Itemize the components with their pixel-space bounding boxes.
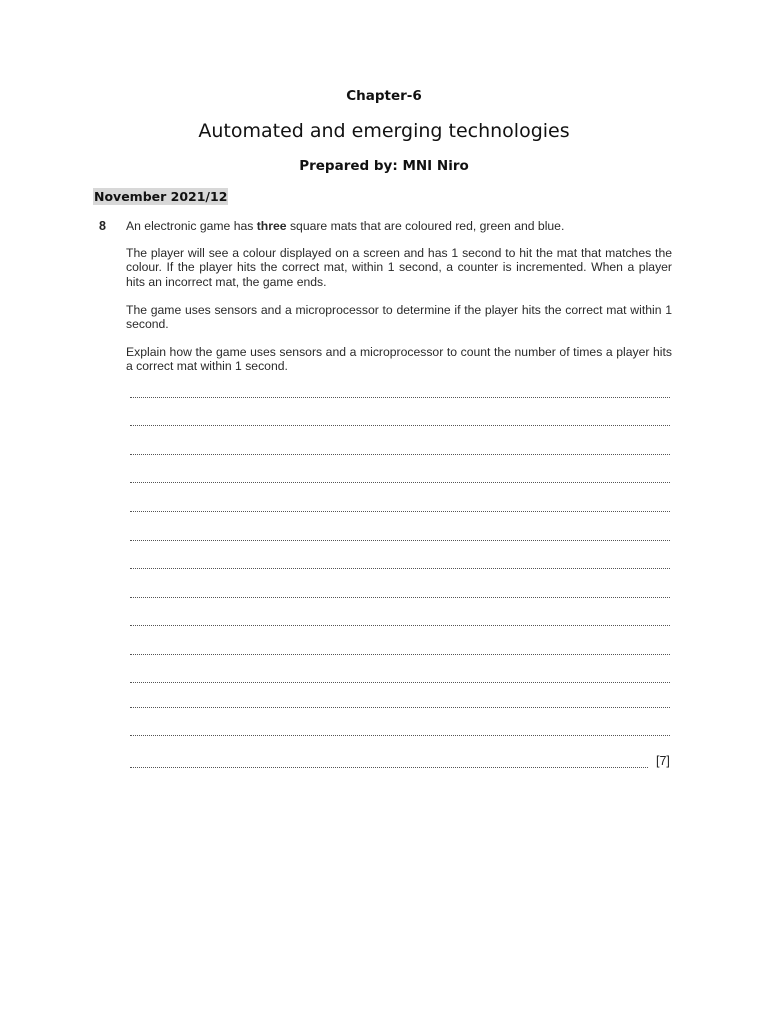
answer-line[interactable] [130, 654, 670, 655]
marks-label: [7] [656, 754, 670, 768]
question-paragraph-3: The game uses sensors and a microprocessor to determine if the player hits the correct mat within 1 second. [126, 302, 672, 332]
answer-line[interactable] [130, 454, 670, 455]
answer-line[interactable] [130, 682, 670, 683]
answer-line[interactable] [130, 511, 670, 512]
answer-line[interactable] [130, 707, 670, 708]
answer-line[interactable] [130, 597, 670, 598]
question-number: 8 [99, 219, 106, 233]
question-intro-start: An electronic game has [126, 219, 257, 233]
page-title: Automated and emerging technologies [198, 120, 570, 142]
answer-line[interactable] [130, 540, 670, 541]
chapter-heading: Chapter-6 [346, 88, 422, 104]
question-intro-emphasis: three [256, 219, 287, 233]
prepared-by: Prepared by: MNI Niro [299, 158, 469, 174]
question-paragraph-4: Explain how the game uses sensors and a microprocessor to count the number of times a player hits a correct mat within 1 second. [126, 345, 672, 374]
answer-line[interactable] [130, 425, 670, 426]
answer-line[interactable] [130, 397, 670, 398]
answer-line[interactable] [130, 568, 670, 569]
question-intro-end: square mats that are coloured red, green and blue. [286, 219, 565, 233]
question-paragraph-2: The player will see a colour displayed on a screen and has 1 second to hit the mat that matches the colour. If the player hits the correct mat, within 1 second, a counter is incremented. When a player hits an incorrect mat, the game ends. [126, 246, 672, 289]
answer-line[interactable] [130, 735, 670, 736]
answer-line[interactable] [130, 482, 670, 483]
question-intro [126, 219, 672, 233]
answer-line[interactable] [130, 625, 670, 626]
exam-session-label: November 2021/12 [94, 189, 228, 204]
question-body [126, 219, 672, 388]
answer-line[interactable] [130, 767, 648, 768]
